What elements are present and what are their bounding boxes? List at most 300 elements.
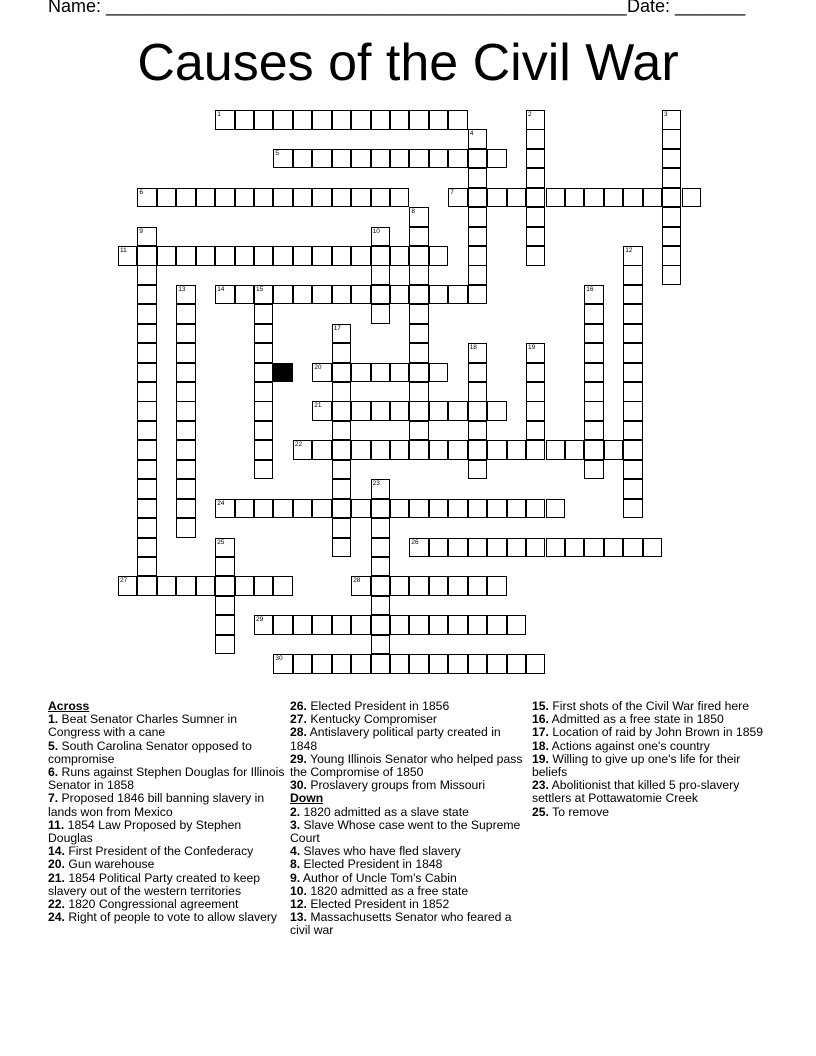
grid-cell[interactable] [623,246,642,266]
grid-cell[interactable] [235,285,254,305]
grid-cell[interactable] [487,401,506,421]
grid-cell[interactable] [137,576,156,596]
grid-cell[interactable] [390,401,409,421]
grid-cell[interactable] [526,207,545,227]
grid-cell[interactable] [176,479,195,499]
grid-cell[interactable] [565,188,584,208]
grid-cell[interactable] [215,499,234,519]
grid-cell[interactable] [176,382,195,402]
grid-cell[interactable] [332,401,351,421]
grid-cell[interactable] [371,110,390,130]
grid-cell[interactable] [507,615,526,635]
grid-cell[interactable] [176,518,195,538]
grid-cell[interactable] [409,343,428,363]
grid-cell[interactable] [137,421,156,441]
grid-cell[interactable] [448,499,467,519]
grid-cell[interactable] [584,188,603,208]
grid-cell[interactable] [390,654,409,674]
grid-cell[interactable] [623,285,642,305]
grid-cell[interactable] [235,188,254,208]
grid-cell[interactable] [254,382,273,402]
grid-cell[interactable] [584,304,603,324]
grid-cell[interactable] [468,538,487,558]
grid-cell[interactable] [526,382,545,402]
grid-cell[interactable] [273,499,292,519]
grid-cell[interactable] [409,363,428,383]
grid-cell[interactable] [662,110,681,130]
grid-cell[interactable] [215,188,234,208]
grid-cell[interactable] [273,285,292,305]
grid-cell[interactable] [176,401,195,421]
grid-cell[interactable] [351,110,370,130]
grid-cell[interactable] [468,460,487,480]
grid-cell[interactable] [332,440,351,460]
grid-cell[interactable] [623,460,642,480]
grid-cell[interactable] [332,421,351,441]
grid-cell[interactable] [176,421,195,441]
grid-cell[interactable] [643,188,662,208]
grid-cell[interactable] [448,110,467,130]
grid-cell[interactable] [409,246,428,266]
grid-cell[interactable] [468,654,487,674]
grid-cell[interactable] [584,343,603,363]
grid-cell[interactable] [526,246,545,266]
name-field-label[interactable]: Name: ____________________________________________________ [48,0,627,16]
grid-cell[interactable] [409,654,428,674]
grid-cell[interactable] [526,149,545,169]
grid-cell[interactable] [273,654,292,674]
grid-cell[interactable] [351,615,370,635]
grid-cell[interactable] [371,576,390,596]
grid-cell[interactable] [546,440,565,460]
grid-cell[interactable] [137,382,156,402]
grid-cell[interactable] [409,324,428,344]
grid-cell[interactable] [137,188,156,208]
grid-cell[interactable] [176,188,195,208]
grid-cell[interactable] [254,246,273,266]
grid-cell[interactable] [468,246,487,266]
grid-cell[interactable] [332,538,351,558]
grid-cell[interactable] [526,440,545,460]
grid-cell[interactable] [643,538,662,558]
grid-cell[interactable] [390,246,409,266]
grid-cell[interactable] [332,460,351,480]
grid-cell[interactable] [157,576,176,596]
grid-cell[interactable] [371,265,390,285]
grid-cell[interactable] [351,188,370,208]
grid-cell[interactable] [176,324,195,344]
grid-cell[interactable] [546,538,565,558]
grid-cell[interactable] [254,188,273,208]
grid-cell[interactable] [429,440,448,460]
grid-cell[interactable] [273,149,292,169]
grid-cell[interactable] [390,499,409,519]
grid-cell[interactable] [215,285,234,305]
grid-cell[interactable] [312,188,331,208]
grid-cell[interactable] [215,557,234,577]
grid-cell[interactable] [662,265,681,285]
grid-cell[interactable] [215,576,234,596]
grid-cell[interactable] [293,615,312,635]
grid-cell[interactable] [351,499,370,519]
grid-cell[interactable] [409,615,428,635]
grid-cell[interactable] [371,363,390,383]
grid-cell[interactable] [584,538,603,558]
grid-cell[interactable] [526,654,545,674]
grid-cell[interactable] [371,538,390,558]
grid-cell[interactable] [429,285,448,305]
grid-cell[interactable] [293,149,312,169]
grid-cell[interactable] [137,363,156,383]
grid-cell[interactable] [623,304,642,324]
grid-cell[interactable] [390,363,409,383]
grid-cell[interactable] [137,227,156,247]
grid-cell[interactable] [332,110,351,130]
grid-cell[interactable] [235,110,254,130]
grid-cell[interactable] [584,460,603,480]
grid-cell[interactable] [176,246,195,266]
grid-cell[interactable] [332,654,351,674]
grid-cell[interactable] [526,499,545,519]
grid-cell[interactable] [215,635,234,655]
grid-cell[interactable] [371,304,390,324]
grid-cell[interactable] [604,188,623,208]
grid-cell[interactable] [409,149,428,169]
grid-cell[interactable] [448,401,467,421]
grid-cell[interactable] [584,401,603,421]
grid-cell[interactable] [468,615,487,635]
grid-cell[interactable] [137,499,156,519]
grid-cell[interactable] [584,382,603,402]
grid-cell[interactable] [371,440,390,460]
grid-cell[interactable] [409,538,428,558]
grid-cell[interactable] [584,440,603,460]
grid-cell[interactable] [332,149,351,169]
grid-cell[interactable] [176,576,195,596]
grid-cell[interactable] [429,654,448,674]
grid-cell[interactable] [448,538,467,558]
grid-cell[interactable] [390,149,409,169]
grid-cell[interactable] [487,499,506,519]
grid-cell[interactable] [157,246,176,266]
grid-cell[interactable] [468,499,487,519]
grid-cell[interactable] [409,576,428,596]
grid-cell[interactable] [468,363,487,383]
grid-cell[interactable] [235,576,254,596]
grid-cell[interactable] [409,421,428,441]
grid-cell[interactable] [273,246,292,266]
grid-cell[interactable] [623,538,642,558]
grid-cell[interactable] [507,654,526,674]
grid-cell[interactable] [351,440,370,460]
grid-cell[interactable] [526,538,545,558]
grid-cell[interactable] [623,265,642,285]
grid-cell[interactable] [487,188,506,208]
grid-cell[interactable] [351,363,370,383]
grid-cell[interactable] [526,110,545,130]
grid-cell[interactable] [371,188,390,208]
grid-cell[interactable] [215,615,234,635]
grid-cell[interactable] [468,285,487,305]
grid-cell[interactable] [176,460,195,480]
grid-cell[interactable] [429,246,448,266]
grid-cell[interactable] [429,576,448,596]
grid-cell[interactable] [254,499,273,519]
grid-cell[interactable] [487,440,506,460]
grid-cell[interactable] [196,246,215,266]
grid-cell[interactable] [371,227,390,247]
grid-cell[interactable] [623,363,642,383]
grid-cell[interactable] [468,227,487,247]
grid-cell[interactable] [215,538,234,558]
grid-cell[interactable] [293,246,312,266]
grid-cell[interactable] [390,188,409,208]
grid-cell[interactable] [196,188,215,208]
grid-cell[interactable] [604,440,623,460]
grid-cell[interactable] [176,343,195,363]
grid-cell[interactable] [332,382,351,402]
grid-cell[interactable] [332,285,351,305]
grid-cell[interactable] [468,188,487,208]
grid-cell[interactable] [487,149,506,169]
grid-cell[interactable] [604,538,623,558]
grid-cell[interactable] [371,401,390,421]
grid-cell[interactable] [312,363,331,383]
grid-cell[interactable] [254,421,273,441]
grid-cell[interactable] [312,440,331,460]
grid-cell[interactable] [584,363,603,383]
grid-cell[interactable] [273,188,292,208]
grid-cell[interactable] [584,421,603,441]
grid-cell[interactable] [487,615,506,635]
grid-cell[interactable] [351,246,370,266]
grid-cell[interactable] [137,324,156,344]
grid-cell[interactable] [429,149,448,169]
grid-cell[interactable] [176,304,195,324]
grid-cell[interactable] [176,285,195,305]
grid-cell[interactable] [429,499,448,519]
grid-cell[interactable] [137,538,156,558]
grid-cell[interactable] [254,401,273,421]
grid-cell[interactable] [507,188,526,208]
grid-cell[interactable] [254,324,273,344]
grid-cell[interactable] [682,188,701,208]
grid-cell[interactable] [235,246,254,266]
grid-cell[interactable] [137,460,156,480]
grid-cell[interactable] [293,285,312,305]
grid-cell[interactable] [487,576,506,596]
grid-cell[interactable] [137,304,156,324]
grid-cell[interactable] [507,440,526,460]
grid-cell[interactable] [371,246,390,266]
grid-cell[interactable] [332,246,351,266]
grid-cell[interactable] [137,479,156,499]
grid-cell[interactable] [409,110,428,130]
grid-cell[interactable] [137,285,156,305]
grid-cell[interactable] [409,265,428,285]
grid-cell[interactable] [312,654,331,674]
grid-cell[interactable] [409,285,428,305]
grid-cell[interactable] [390,615,409,635]
grid-cell[interactable] [137,518,156,538]
grid-cell[interactable] [273,110,292,130]
grid-cell[interactable] [623,499,642,519]
grid-cell[interactable] [254,615,273,635]
grid-cell[interactable] [409,227,428,247]
grid-cell[interactable] [507,499,526,519]
grid-cell[interactable] [487,538,506,558]
grid-cell[interactable] [371,479,390,499]
grid-cell[interactable] [273,615,292,635]
grid-cell[interactable] [390,440,409,460]
grid-cell[interactable] [468,440,487,460]
grid-cell[interactable] [254,440,273,460]
grid-cell[interactable] [662,188,681,208]
grid-cell[interactable] [526,421,545,441]
grid-cell[interactable] [312,110,331,130]
grid-cell[interactable] [565,538,584,558]
grid-cell[interactable] [273,576,292,596]
grid-cell[interactable] [409,440,428,460]
grid-cell[interactable] [196,576,215,596]
grid-cell[interactable] [235,499,254,519]
grid-cell[interactable] [215,110,234,130]
grid-cell[interactable] [409,382,428,402]
grid-cell[interactable] [371,285,390,305]
grid-cell[interactable] [390,110,409,130]
grid-cell[interactable] [468,343,487,363]
grid-cell[interactable] [371,557,390,577]
grid-cell[interactable] [468,168,487,188]
grid-cell[interactable] [623,343,642,363]
grid-cell[interactable] [429,538,448,558]
grid-cell[interactable] [662,129,681,149]
grid-cell[interactable] [332,518,351,538]
grid-cell[interactable] [662,207,681,227]
grid-cell[interactable] [526,188,545,208]
grid-cell[interactable] [565,440,584,460]
grid-cell[interactable] [448,440,467,460]
grid-cell[interactable] [623,479,642,499]
grid-cell[interactable] [468,382,487,402]
grid-cell[interactable] [662,227,681,247]
grid-cell[interactable] [584,324,603,344]
grid-cell[interactable] [332,363,351,383]
grid-cell[interactable] [526,401,545,421]
grid-cell[interactable] [429,110,448,130]
grid-cell[interactable] [332,188,351,208]
grid-cell[interactable] [468,576,487,596]
grid-cell[interactable] [662,168,681,188]
grid-cell[interactable] [468,149,487,169]
grid-cell[interactable] [371,654,390,674]
grid-cell[interactable] [468,421,487,441]
grid-cell[interactable] [351,285,370,305]
grid-cell[interactable] [371,596,390,616]
grid-cell[interactable] [429,401,448,421]
grid-cell[interactable] [254,460,273,480]
grid-cell[interactable] [137,246,156,266]
grid-cell[interactable] [409,499,428,519]
grid-cell[interactable] [623,401,642,421]
grid-cell[interactable] [312,615,331,635]
grid-cell[interactable] [623,188,642,208]
grid-cell[interactable] [254,343,273,363]
grid-cell[interactable] [448,654,467,674]
grid-cell[interactable] [118,576,137,596]
grid-cell[interactable] [448,285,467,305]
grid-cell[interactable] [215,596,234,616]
grid-cell[interactable] [137,557,156,577]
grid-cell[interactable] [662,149,681,169]
grid-cell[interactable] [526,227,545,247]
grid-cell[interactable] [312,285,331,305]
grid-cell[interactable] [584,285,603,305]
grid-cell[interactable] [429,615,448,635]
grid-cell[interactable] [371,518,390,538]
grid-cell[interactable] [526,129,545,149]
grid-cell[interactable] [487,654,506,674]
grid-cell[interactable] [448,615,467,635]
grid-cell[interactable] [137,440,156,460]
grid-cell[interactable] [448,576,467,596]
grid-cell[interactable] [390,576,409,596]
grid-cell[interactable] [468,129,487,149]
grid-cell[interactable] [351,149,370,169]
grid-cell[interactable] [118,246,137,266]
grid-cell[interactable] [409,401,428,421]
grid-cell[interactable] [371,499,390,519]
grid-cell[interactable] [176,363,195,383]
grid-cell[interactable] [293,654,312,674]
grid-cell[interactable] [448,149,467,169]
grid-cell[interactable] [546,499,565,519]
grid-cell[interactable] [526,363,545,383]
grid-cell[interactable] [312,499,331,519]
grid-cell[interactable] [468,401,487,421]
grid-cell[interactable] [254,363,273,383]
grid-cell[interactable] [176,499,195,519]
grid-cell[interactable] [254,304,273,324]
grid-cell[interactable] [293,440,312,460]
grid-cell[interactable] [137,265,156,285]
grid-cell[interactable] [254,285,273,305]
grid-cell[interactable] [507,538,526,558]
grid-cell[interactable] [623,421,642,441]
grid-cell[interactable] [137,401,156,421]
grid-cell[interactable] [448,188,467,208]
grid-cell[interactable] [409,207,428,227]
grid-cell[interactable] [351,654,370,674]
grid-cell[interactable] [254,576,273,596]
grid-cell[interactable] [293,110,312,130]
grid-cell[interactable] [215,246,234,266]
grid-cell[interactable] [662,246,681,266]
grid-cell[interactable] [409,304,428,324]
grid-cell[interactable] [332,479,351,499]
grid-cell[interactable] [371,615,390,635]
grid-cell[interactable] [351,576,370,596]
grid-cell[interactable] [332,499,351,519]
date-field-label[interactable]: Date: _______ [627,0,746,16]
grid-cell[interactable] [468,207,487,227]
grid-cell[interactable] [526,343,545,363]
grid-cell[interactable] [371,149,390,169]
grid-cell[interactable] [468,265,487,285]
grid-cell[interactable] [293,499,312,519]
grid-cell[interactable] [390,285,409,305]
grid-cell[interactable] [137,343,156,363]
